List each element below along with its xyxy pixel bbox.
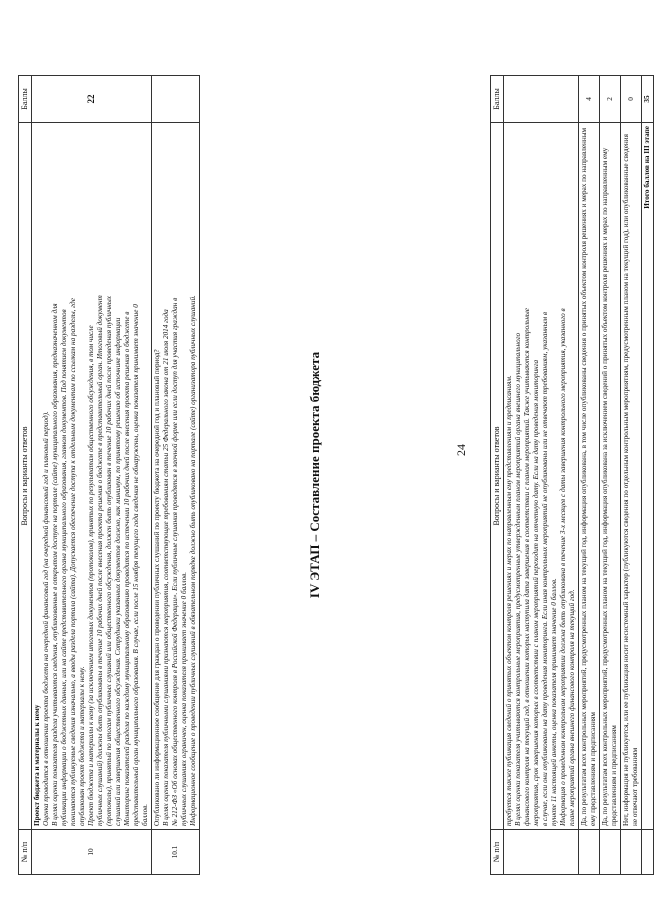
cell-score-empty <box>504 76 579 123</box>
header-score: Баллы <box>19 76 32 123</box>
section-title: IV ЭТАП – Составление проекта бюджета <box>307 351 322 599</box>
header-num: № п/п <box>19 830 32 875</box>
note-line: плане мероприятий органа внешнего финансового контроля на текущий год. <box>568 589 576 826</box>
page-number: 24 <box>454 444 468 456</box>
row-line: понимаются публикуемые сведения изначально, а вводы раздела портала (сайта). Допускается обеспечение доступа к отдельным документам по ссылкам на разделы, где <box>69 298 77 826</box>
row-line: Оценка проводится в отношении проекта бюджета на очередной финансовый год (на очередной финансовый год и плановый период). <box>42 411 50 826</box>
criteria-table-stage-4 <box>18 75 200 875</box>
row-line: публикации информации о бюджетных данных, или на сайте представительного органа муниципального образования, главном документов. Под понятием документов <box>60 309 68 826</box>
cell-note <box>504 123 579 830</box>
cell-num-empty <box>642 830 654 875</box>
criteria-table-stage-3 <box>490 75 654 875</box>
table-row-10 <box>32 76 152 875</box>
table-row-note <box>504 76 579 875</box>
row-number: 10 <box>32 830 152 875</box>
row-line: Мониторинг показателей раздела по каждому муниципальному образованию проводится по истечении 10 рабочих дней после внесения проекта решения о бюджете в <box>123 311 131 826</box>
note-line: Информация о проведенном контрольном мероприятии должна быть опубликована в течение 3-х месяцев с даты завершения контрольного мероприятия, указанного в <box>559 308 567 826</box>
note-line: В целях оценки показателя учитываются контрольные мероприятия, предусмотренные утвержденным планом мероприятий органа внешнего муниципального <box>514 332 522 826</box>
cell-num-empty <box>600 830 621 875</box>
header-questions: Вопросы и варианты ответов <box>491 123 504 830</box>
row-content <box>32 123 152 830</box>
row-heading: Проект бюджета и материалы к нему <box>33 704 41 826</box>
table-row-total <box>642 76 654 875</box>
row-line: В целях оценки показателя публичными слушаниями признаются мероприятия, соответствующие требованиям статьи 25 Федерального закона от 21 июля 2014 года <box>162 309 170 826</box>
total-score: 35 <box>642 76 654 123</box>
row-line: опубликован проект бюджета и материалы к нему. <box>78 666 86 826</box>
row-score-empty <box>152 76 200 123</box>
cell-num-empty <box>504 830 579 875</box>
table-row-10-1 <box>152 76 200 875</box>
row-number: 10.1 <box>152 830 200 875</box>
note-line: в случае, если они опубликованы на дату проведения мониторинга. Если иная контрольных мероприятий не опубликованы или не отвечают требованиям, указанным в <box>541 312 549 826</box>
row-line: № 212-ФЗ «Об основах общественного контроля в Российской Федерации». Если публичные слушания проводятся в заочной форме или если доступ для участия граждан в <box>171 297 179 826</box>
note-line: требуется также публикация сведений о принятых объектом контроля решениях и мерах по направленным ему представлениям и предписаниям. <box>505 375 513 826</box>
row-line: В целях оценки показателя раздела учитываются сведения, опубликованные в открытом доступе на портале (сайте) муниципального образования, предназначенном для <box>51 303 59 826</box>
note-line: финансового контроля на текущий год, в отношении которых наступила дата завершения в соответствии с планом мероприятий. Также учитываются контрольные <box>523 308 531 826</box>
table-header-row <box>19 76 32 875</box>
header-score: Баллы <box>491 76 504 123</box>
option-text: Да, по результатам всех контрольных мероприятий, предусмотренных планом на текущий год, информация опубликована за исключением сведений о принятых объектом контроля решениях и мерах по направленным ему представлениям и предписаниям <box>600 123 621 830</box>
row-line: баллов. <box>141 803 149 826</box>
row-line: публичных слушаний) должны быть опубликованы в течение 10 рабочих дней после внесения проекта решения о бюджете в представительный орган. Итоговый документ <box>96 295 104 826</box>
row-content <box>152 123 200 830</box>
note-line: пункте 11 настоящей анкеты, оценка показателя принимает значение 0 баллов. <box>550 578 558 826</box>
option-score: 0 <box>621 76 642 123</box>
option-text: Нет, информация не публикуется, или ее публикация носит несистемный характер (публикуются сведения по отдельным контрольным мероприятиям, предусмотренным планом на текущий год), или опубликованные сведения не отвечают требованиям <box>621 123 642 830</box>
row-score: 22 <box>32 76 152 123</box>
table-row-option <box>600 76 621 875</box>
table-row-option <box>621 76 642 875</box>
row-line: публичных слушаниях ограничен, оценка показателя принимает значение 0 баллов. <box>180 571 188 826</box>
header-num: № п/п <box>491 830 504 875</box>
note-line: мероприятия, срок завершения которых в соответствии с планом мероприятий переходит на отчетную дату. Если на дату проведения мониторинга <box>532 359 540 826</box>
table-row-option <box>579 76 600 875</box>
cell-num-empty <box>579 830 600 875</box>
table-header-row <box>491 76 504 875</box>
row-line: (протоколы), принятый по итогам публичных слушаний или общественного обсуждения, должен быть опубликован в течение 10 рабочих дней после проведения публичных <box>105 296 113 826</box>
option-score: 2 <box>600 76 621 123</box>
header-questions: Вопросы и варианты ответов <box>19 123 32 830</box>
cell-num-empty <box>621 830 642 875</box>
row-line: Информационное сообщение о проведении публичных слушаний в обязательном порядке должно быть опубликовано на портале (сайте) организатора публичных слушаний. <box>189 295 197 826</box>
option-score: 4 <box>579 76 600 123</box>
row-line: представительный орган муниципального образования. В случае, если после 15 ноября текущего года сведения не обнаружены, оценка показателя принимает значение 0 <box>132 304 140 826</box>
row-line: слушаний или завершения общественного обсуждения. Сотрудники указанных документов должно, как минимум, по принятому решению об источнике информации <box>114 317 122 826</box>
total-label: Итого баллов на III этапе <box>642 123 654 830</box>
option-text: Да, по результатам всех контрольных мероприятий, предусмотренных планом на текущий год, информация опубликована, в том числе опубликованы сведения о принятых объектом контроля решениях и мерах по направленным ему представлениям и предписаниям <box>579 123 600 830</box>
row-question: Опубликовано ли информационное сообщение для граждан о проведении публичных слушаний по проекту бюджета на очередной год и плановый период? <box>153 349 161 826</box>
row-line: Проект бюджета и материалы к нему (за исключением итоговых документов (протоколов), принятых по результатам общественного обсуждения, в том числе <box>87 325 95 826</box>
